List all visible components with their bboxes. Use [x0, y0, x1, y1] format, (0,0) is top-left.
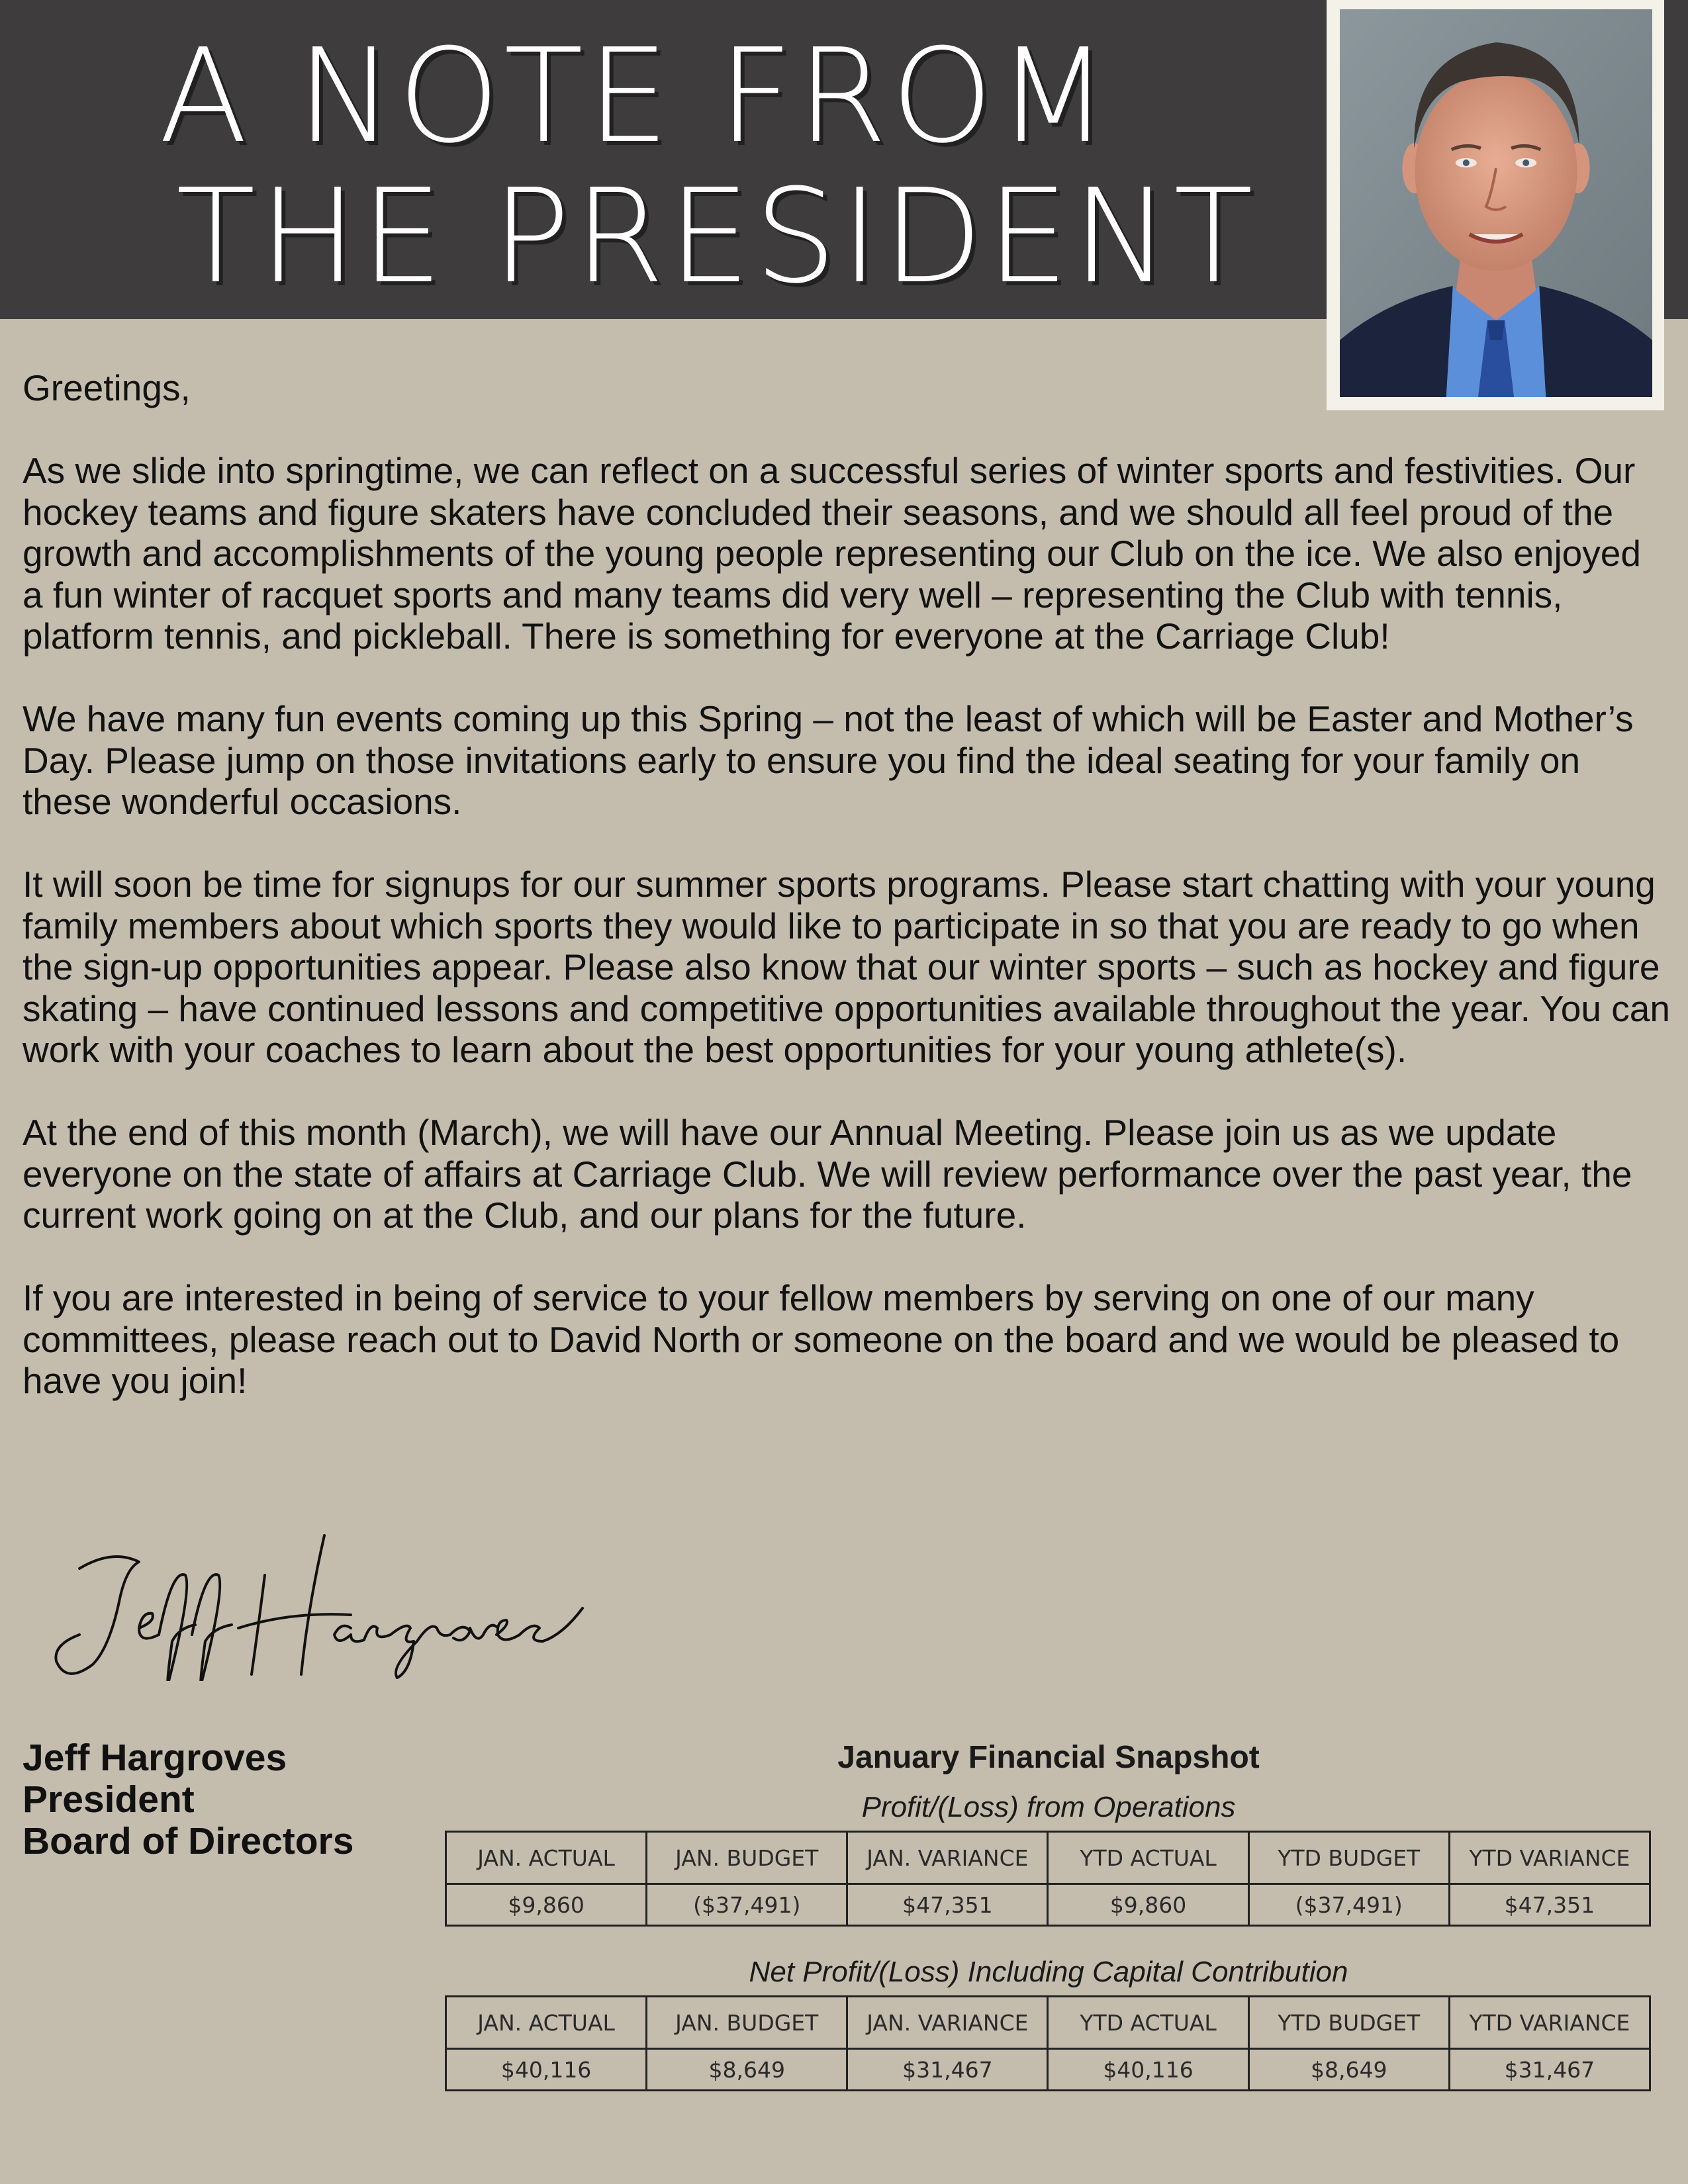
- column-header: JAN. VARIANCE: [847, 1832, 1048, 1884]
- handwritten-signature-icon: [40, 1529, 596, 1681]
- table-cell: $47,351: [847, 1884, 1048, 1926]
- letter-paragraph: It will soon be time for signups for our summer sports programs. Please start chatting with your young family members about which sports they would like to participate in so that you are ready to go when the sign-up opportunities appear. Please also know that our winter sports – such as hockey and figure skating – have continued lessons and competitive opportunities available throughout the year. You can work with your coaches to learn about the best opportunities for your young athlete(s).: [23, 864, 1670, 1070]
- table-cell: $47,351: [1449, 1884, 1650, 1926]
- column-header: YTD ACTUAL: [1048, 1832, 1248, 1884]
- column-header: YTD ACTUAL: [1048, 1997, 1248, 2049]
- signer-name: Jeff Hargroves: [23, 1737, 287, 1779]
- table-cell: ($37,491): [647, 1884, 847, 1926]
- table-row: [446, 1884, 1650, 1926]
- table-row: [446, 2049, 1650, 2091]
- table-cell: $8,649: [647, 2049, 847, 2091]
- signer-org: Board of Directors: [23, 1820, 354, 1862]
- net-profit-table: [445, 1995, 1651, 2091]
- title-line-2: THE PRESIDENT: [176, 161, 1257, 312]
- letter-paragraph: If you are interested in being of service to your fellow members by serving on one of our many committees, please reach out to David North or someone on the board and we would be pleased to have you join!: [23, 1277, 1620, 1401]
- column-header: YTD VARIANCE: [1449, 1832, 1650, 1884]
- operations-table: [445, 1831, 1651, 1927]
- table-cell: $40,116: [446, 2049, 647, 2091]
- table-header-row: [446, 1997, 1650, 2049]
- letter-paragraph: At the end of this month (March), we will have our Annual Meeting. Please join us as we update everyone on the state of affairs at Carriage Club. We will review performance over the past year, the current work going on at the Club, and our plans for the future.: [23, 1112, 1632, 1236]
- column-header: JAN. VARIANCE: [847, 1997, 1048, 2049]
- title-line-1: A NOTE FROM: [159, 21, 1113, 172]
- table-header-row: [446, 1832, 1650, 1884]
- column-header: JAN. ACTUAL: [446, 1997, 647, 2049]
- column-header: YTD BUDGET: [1248, 1832, 1449, 1884]
- president-photo-frame: [1327, 0, 1664, 410]
- letter-paragraph: We have many fun events coming up this Spring – not the least of which will be Easter and Mother’s Day. Please jump on those invitations early to ensure you find the ideal seating for your family on these wonderful occasions.: [23, 698, 1634, 822]
- column-header: YTD VARIANCE: [1449, 1997, 1650, 2049]
- table-cell: $40,116: [1048, 2049, 1248, 2091]
- table-subtitle: Net Profit/(Loss) Including Capital Contribution: [749, 1956, 1348, 1988]
- table-cell: $8,649: [1248, 2049, 1449, 2091]
- column-header: JAN. BUDGET: [647, 1832, 847, 1884]
- president-portrait-icon: [1340, 9, 1652, 397]
- column-header: JAN. ACTUAL: [446, 1832, 647, 1884]
- column-header: JAN. BUDGET: [647, 1997, 847, 2049]
- greeting: Greetings,: [23, 367, 191, 408]
- letter-body: [23, 367, 1671, 1443]
- financial-snapshot: [445, 1731, 1652, 2091]
- table-cell: $31,467: [847, 2049, 1048, 2091]
- table-cell: ($37,491): [1248, 1884, 1449, 1926]
- page-title: [159, 21, 1257, 312]
- table-cell: $31,467: [1449, 2049, 1650, 2091]
- column-header: YTD BUDGET: [1248, 1997, 1449, 2049]
- signer-role: President: [23, 1778, 195, 1821]
- table-cell: $9,860: [1048, 1884, 1248, 1926]
- snapshot-title: January Financial Snapshot: [837, 1740, 1260, 1775]
- table-cell: $9,860: [446, 1884, 647, 1926]
- table-subtitle: Profit/(Loss) from Operations: [861, 1791, 1236, 1823]
- letter-paragraph: As we slide into springtime, we can reflect on a successful series of winter sports and festivities. Our hockey teams and figure skaters have concluded their seasons, and we should all feel proud of the growth and accomplishments of the young people representing our Club on the ice. We also enjoyed a fun winter of racquet sports and many teams did very well – representing the Club with tennis, platform tennis, and pickleball. There is something for everyone at the Carriage Club!: [23, 450, 1641, 657]
- signature-block: [23, 1737, 353, 1862]
